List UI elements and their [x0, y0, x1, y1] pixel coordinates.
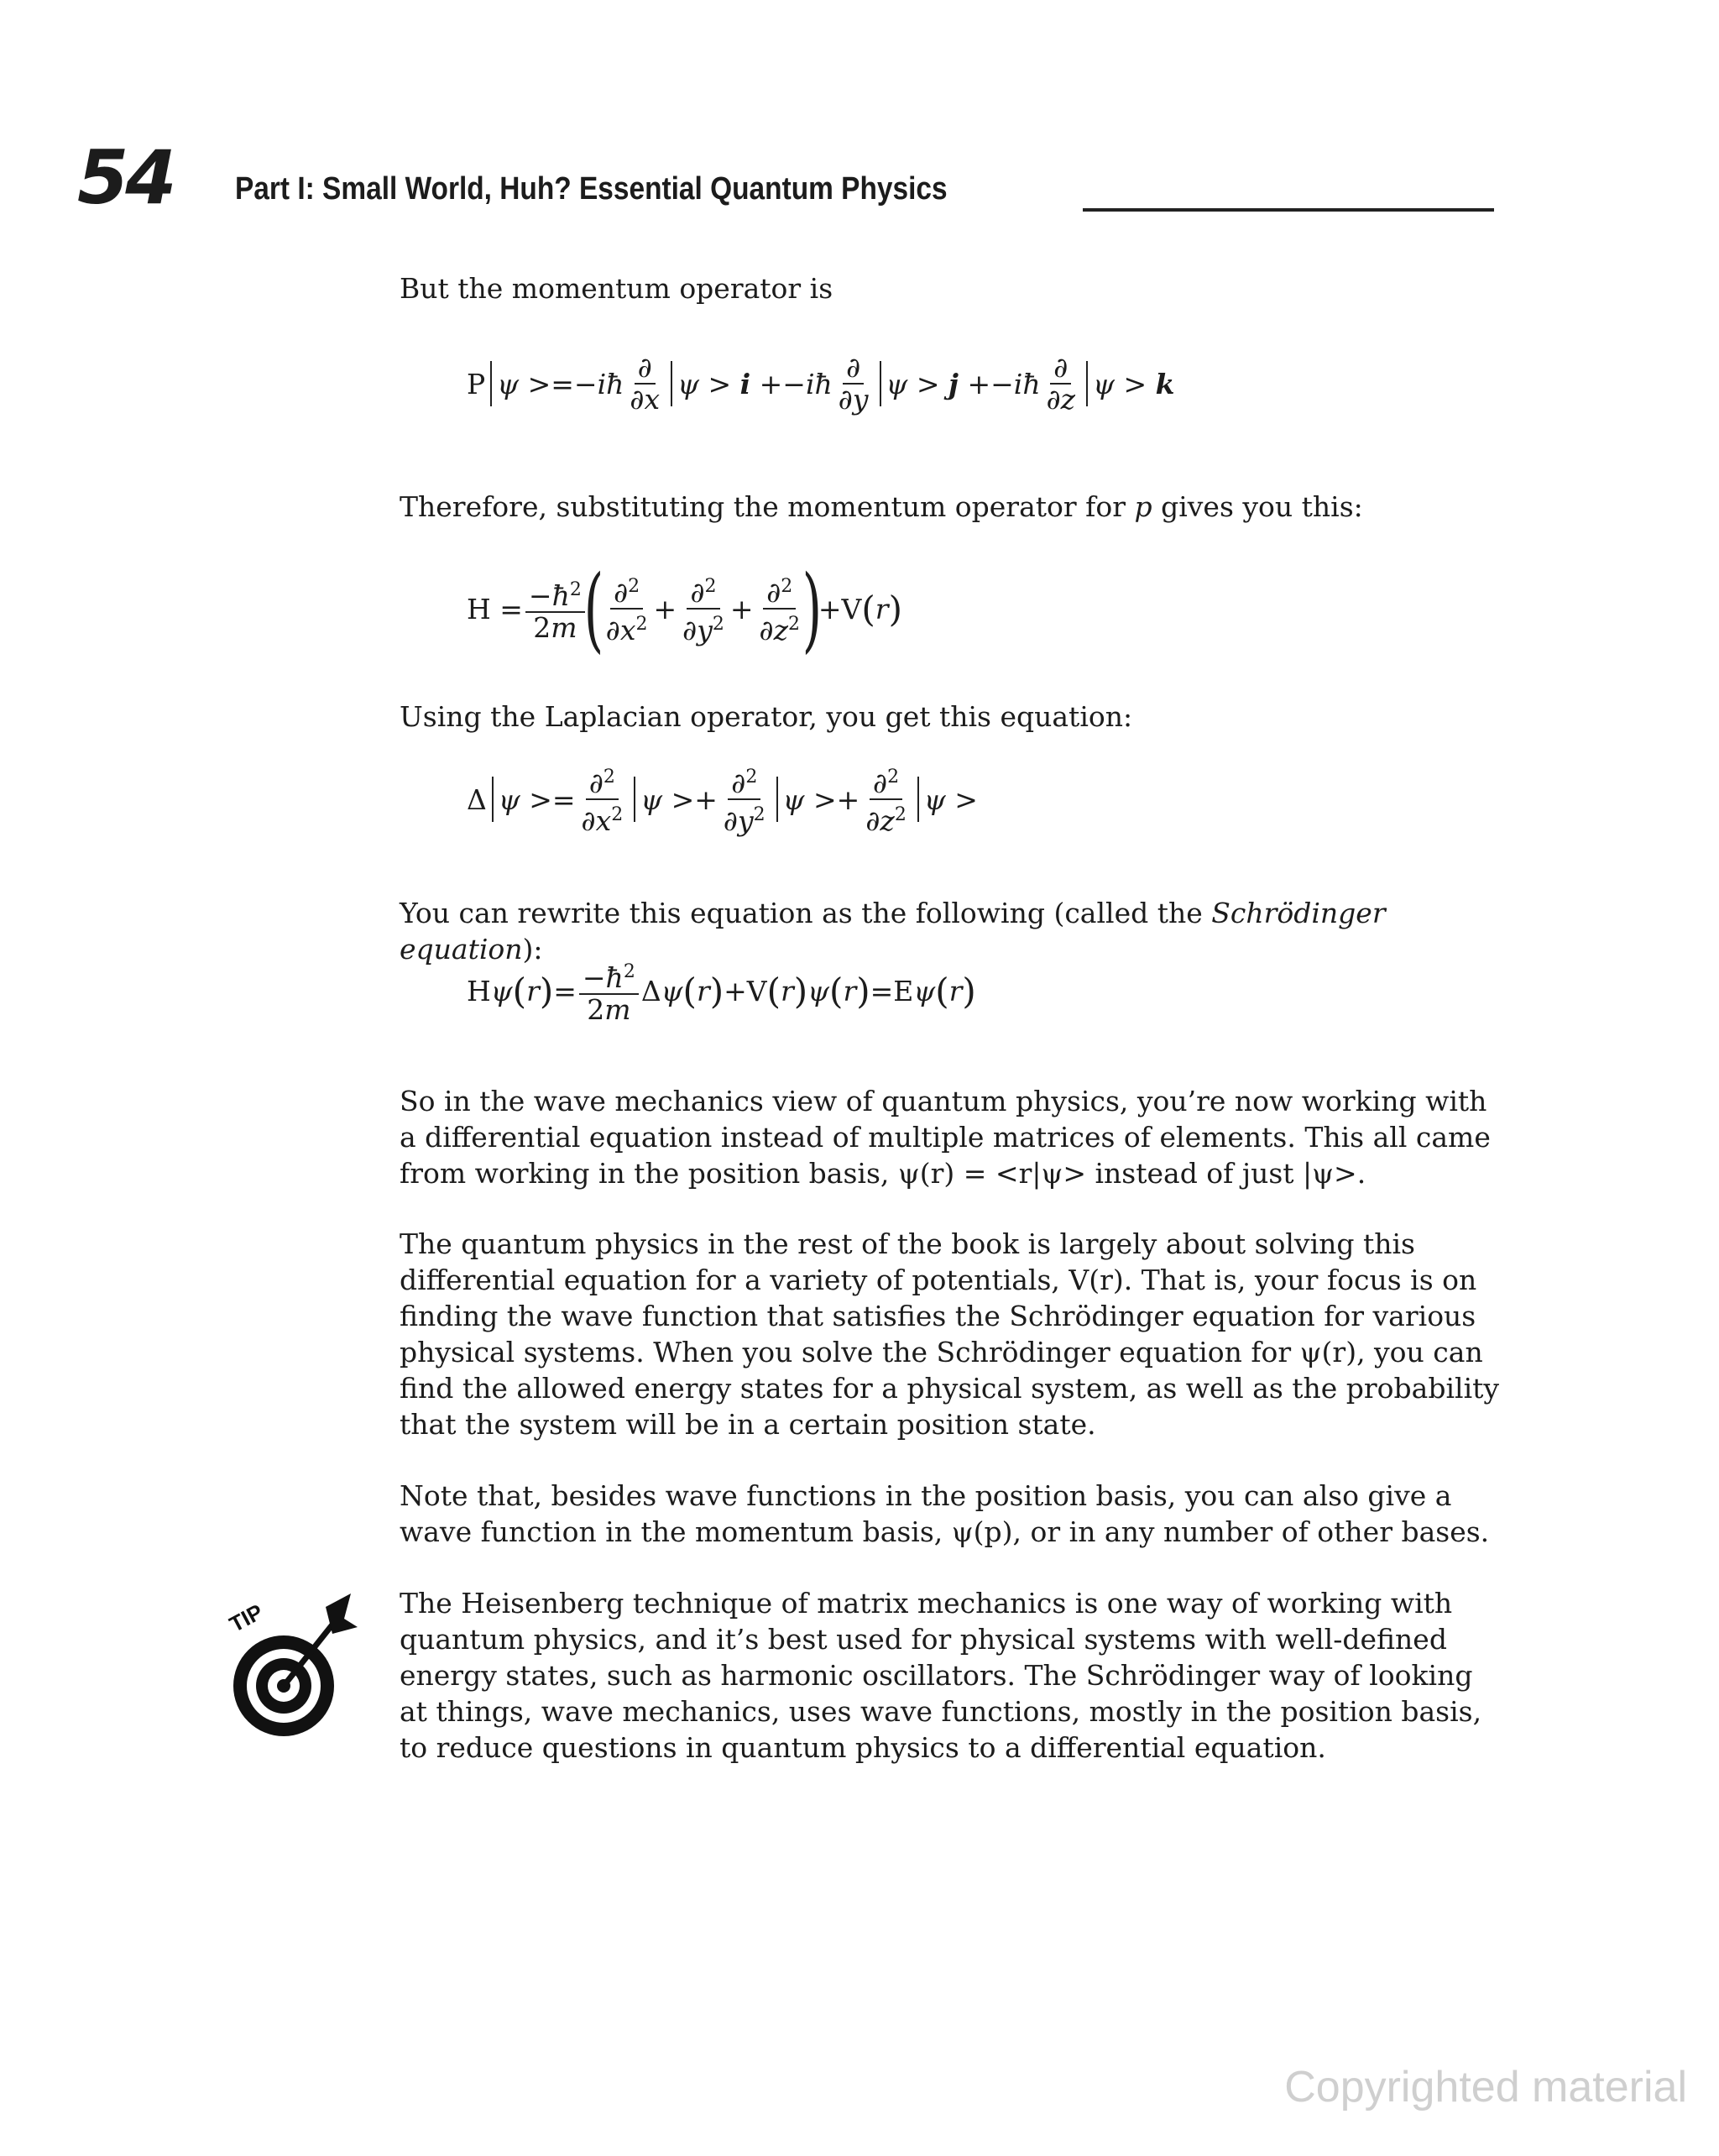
tip-target-icon: [225, 1588, 368, 1740]
paragraph-1: But the momentum operator is: [400, 272, 833, 305]
paragraph-7: Note that, besides wave functions in the position basis, you can also give a wave function in the momentum basis, ψ(p), or in any number of other bases.: [400, 1479, 1490, 1548]
header-rule: [1083, 208, 1494, 212]
paragraph-6: The quantum physics in the rest of the book is largely about solving this differential equation for a variety of potentials, V(r). That is, your focus is on finding the wave function that satisfies the Schrödinger equation for various physical systems. When you solve the Schrödinger equation for ψ(r), you can find the allowed energy states for a physical system, as well as the probability that the system will be in a certain position state.: [400, 1227, 1500, 1441]
copyright-watermark: Copyrighted material: [1284, 2063, 1687, 2112]
equation-laplacian: Δ ψ >= $\frac{\partial^2}{\partial x^2}$ ψ >+ $\frac{\partial^2}{\partial y^2}$ ψ >+ $\frac{\partial^2}{\partial z^2}$ ψ >: [467, 762, 978, 836]
paragraph-3: Using the Laplacian operator, you get this equation:: [400, 700, 1133, 733]
tip-label: TIP: [225, 1599, 268, 1637]
equation-momentum-operator: P ψ >=− iħ $\frac{\partial}{\partial x}$ ψ > i +− iħ $\frac{\partial}{\partial y}$ ψ > j +− iħ $\frac{\partial}{\partial z}$ ψ > k: [467, 351, 1175, 416]
equation-hamiltonian: H = $\frac{-ħ^2}{2m}$ ( $\frac{\partial^2}{\partial x^2}$ + $\frac{\partial^2}{\partial y^2}$ + $\frac{\partial^2}{\partial z^2}$ ) +V ( r ): [467, 555, 902, 662]
paragraph-4: You can rewrite this equation as the following (called the Schrödinger equation):: [400, 897, 1386, 965]
running-head: Part I: Small World, Huh? Essential Quantum Physics: [235, 171, 948, 207]
paragraph-2: Therefore, substituting the momentum operator for p gives you this:: [400, 490, 1363, 523]
equation-schrodinger: H ψ ( r ) = $\frac{-ħ^2}{2m}$ Δ ψ ( r ) +V ( r ) ψ ( r ) =E ψ ( r ): [467, 957, 976, 1025]
paragraph-5: So in the wave mechanics view of quantum physics, you’re now working with a differential equation instead of multiple matrices of elements. This all came from working in the position basis, ψ(r) = <r|ψ> instead of just |ψ>.: [400, 1085, 1491, 1190]
page-number: 54: [77, 134, 174, 221]
tip-paragraph: The Heisenberg technique of matrix mechanics is one way of working with quantum physics, and it’s best used for physical systems with well-defined energy states, such as harmonic oscillators. The Schrödinger way of looking at things, wave mechanics, uses wave functions, mostly in the position basis, to reduce questions in quantum physics to a differential equation.: [400, 1587, 1482, 1764]
